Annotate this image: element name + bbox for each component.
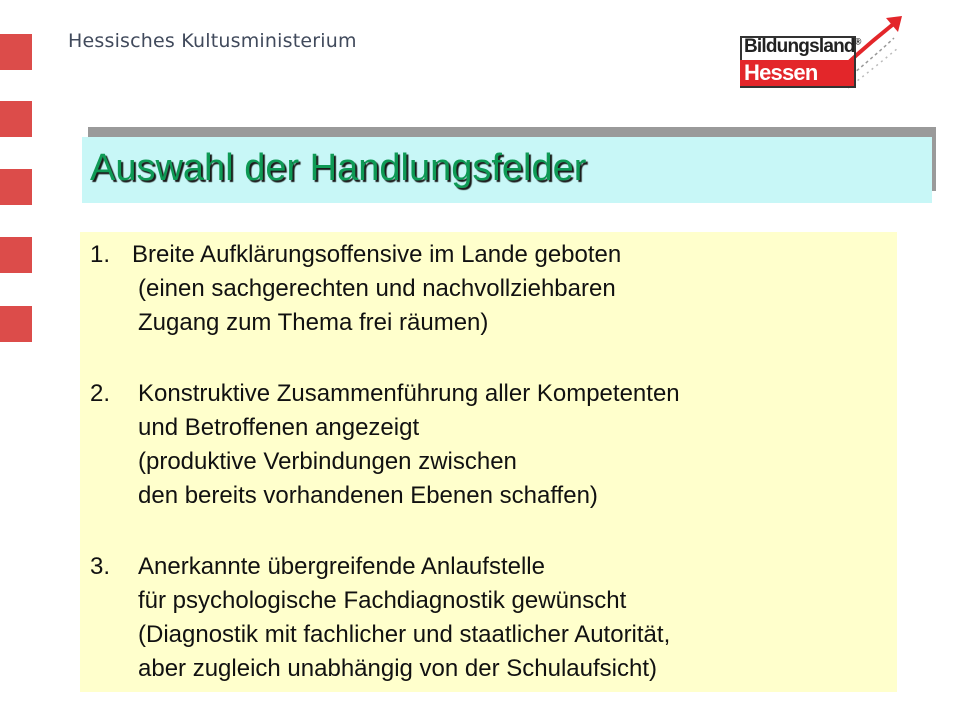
- decor-square: [0, 101, 32, 137]
- item-line: (Diagnostik mit fachlicher und staatlicher Autorität,: [138, 621, 671, 648]
- decor-square: [0, 34, 32, 70]
- item-line: und Betroffenen angezeigt: [138, 414, 420, 441]
- item-line: aber zugleich unabhängig von der Schulaufsicht): [138, 655, 658, 682]
- item-line: Zugang zum Thema frei räumen): [138, 309, 489, 336]
- item-heading: Anerkannte übergreifende Anlaufstelle: [138, 553, 545, 580]
- slide-title: Auswahl der Handlungsfelder: [90, 147, 587, 189]
- decor-square: [0, 306, 32, 342]
- item-line: für psychologische Fachdiagnostik gewünscht: [138, 587, 627, 614]
- item-heading-line: [90, 238, 621, 272]
- logo-text-bottom: Hessen: [740, 60, 854, 86]
- item-number: 2.: [90, 380, 111, 407]
- list-item: [90, 550, 670, 686]
- ministry-name: Hessisches Kultusministerium: [68, 30, 357, 52]
- list-item: [90, 238, 621, 340]
- item-heading: Breite Aufklärungsoffensive im Lande geboten: [132, 241, 622, 268]
- logo-registered-mark: ®: [854, 36, 861, 47]
- item-line: (einen sachgerechten und nachvollziehbaren: [138, 275, 616, 302]
- decor-square: [0, 169, 32, 205]
- decor-square: [0, 237, 32, 273]
- bildungsland-hessen-logo: [738, 12, 908, 90]
- item-line: (produktive Verbindungen zwischen: [138, 448, 517, 475]
- item-heading-line: [90, 550, 670, 584]
- item-line: den bereits vorhandenen Ebenen schaffen): [138, 482, 598, 509]
- item-number: 1.: [90, 241, 111, 268]
- item-number: 3.: [90, 553, 111, 580]
- item-heading-line: [90, 377, 680, 411]
- logo-line1: Bildungsland: [744, 36, 855, 57]
- item-heading: Konstruktive Zusammenführung aller Kompetenten: [138, 380, 680, 407]
- logo-text-top: [744, 36, 861, 58]
- list-item: [90, 377, 680, 513]
